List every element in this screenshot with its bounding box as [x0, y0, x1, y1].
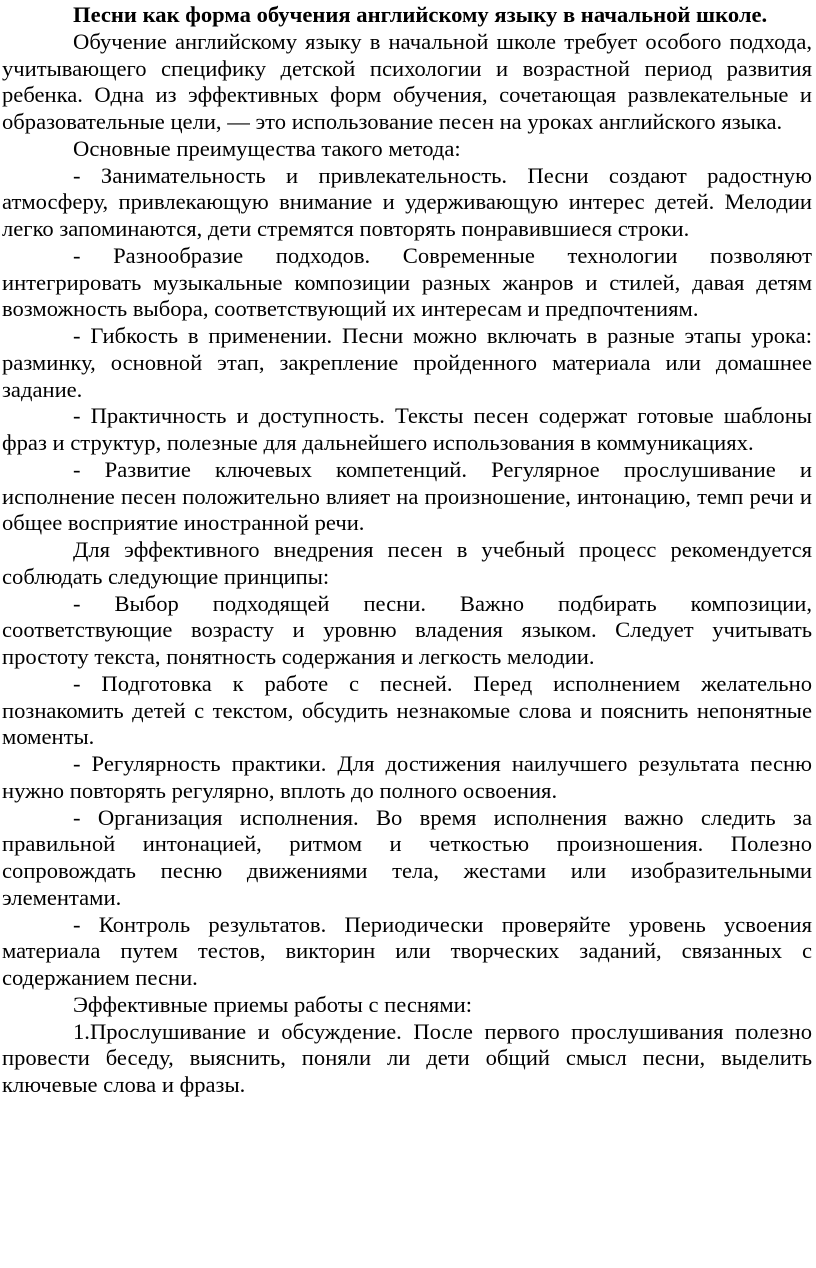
list-item-practicality: - Практичность и доступность. Тексты песен содержат готовые шаблоны фраз и структур, полезные для дальнейшего использования в коммуникациях. [2, 403, 812, 455]
paragraph-techniques-heading: Эффективные приемы работы с песнями: [73, 991, 473, 1017]
document-page [0, 2, 816, 1268]
paragraph-intro: Обучение английскому языку в начальной школе требует особого подхода, учитывающего специфику детской психологии и возрастной период развития ребенка. Одна из эффективных форм обучения, сочетающая развлекательные и образовательные цели, — это использование песен на уроках английского языка. [2, 28, 812, 134]
list-item-listening: 1.Прослушивание и обсуждение. После первого прослушивания полезно провести беседу, выяснить, поняли ли дети общий смысл песни, выделить ключевые слова и фразы. [2, 1018, 812, 1097]
list-item-preparation: - Подготовка к работе с песней. Перед исполнением желательно познакомить детей с текстом, обсудить незнакомые слова и пояснить непонятные моменты. [2, 670, 812, 750]
list-item-performance: - Организация исполнения. Во время исполнения важно следить за правильной интонацией, ритмом и четкостью произношения. Полезно сопровождать песню движениями тела, жестами или изобразительными элементами. [2, 804, 812, 910]
list-item-regularity: - Регулярность практики. Для достижения наилучшего результата песню нужно повторять регулярно, вплоть до полного освоения. [2, 751, 812, 803]
list-item-control: - Контроль результатов. Периодически проверяйте уровень усвоения материала путем тестов, викторин или творческих заданий, связанных с содержанием песни. [2, 911, 812, 990]
document-title: Песни как форма обучения английскому языку в начальной школе. [73, 2, 768, 27]
list-item-competences: - Развитие ключевых компетенций. Регулярное прослушивание и исполнение песен положительно влияет на произношение, интонацию, темп речи и общее восприятие иностранной речи. [2, 456, 812, 536]
paragraph-principles-heading: Для эффективного внедрения песен в учебный процесс рекомендуется соблюдать следующие принципы: [2, 537, 812, 589]
paragraph-advantages-heading: Основные преимущества такого метода: [73, 135, 461, 161]
list-item-song-choice: - Выбор подходящей песни. Важно подбирать композиции, соответствующие возрасту и уровню владения языком. Следует учитывать простоту текста, понятность содержания и легкость мелодии. [2, 590, 812, 669]
list-item-variety: - Разнообразие подходов. Современные технологии позволяют интегрировать музыкальные композиции разных жанров и стилей, давая детям возможность выбора, соответствующий их интересам и предпочтениям. [2, 242, 812, 322]
list-item-flexibility: - Гибкость в применении. Песни можно включать в разные этапы урока: разминку, основной этап, закрепление пройденного материала или домашнее задание. [2, 323, 812, 402]
list-item-entertainment: - Занимательность и привлекательность. Песни создают радостную атмосферу, привлекающую внимание и удерживающую интерес детей. Мелодии легко запоминаются, дети стремятся повторять понравившиеся строки. [2, 162, 812, 241]
